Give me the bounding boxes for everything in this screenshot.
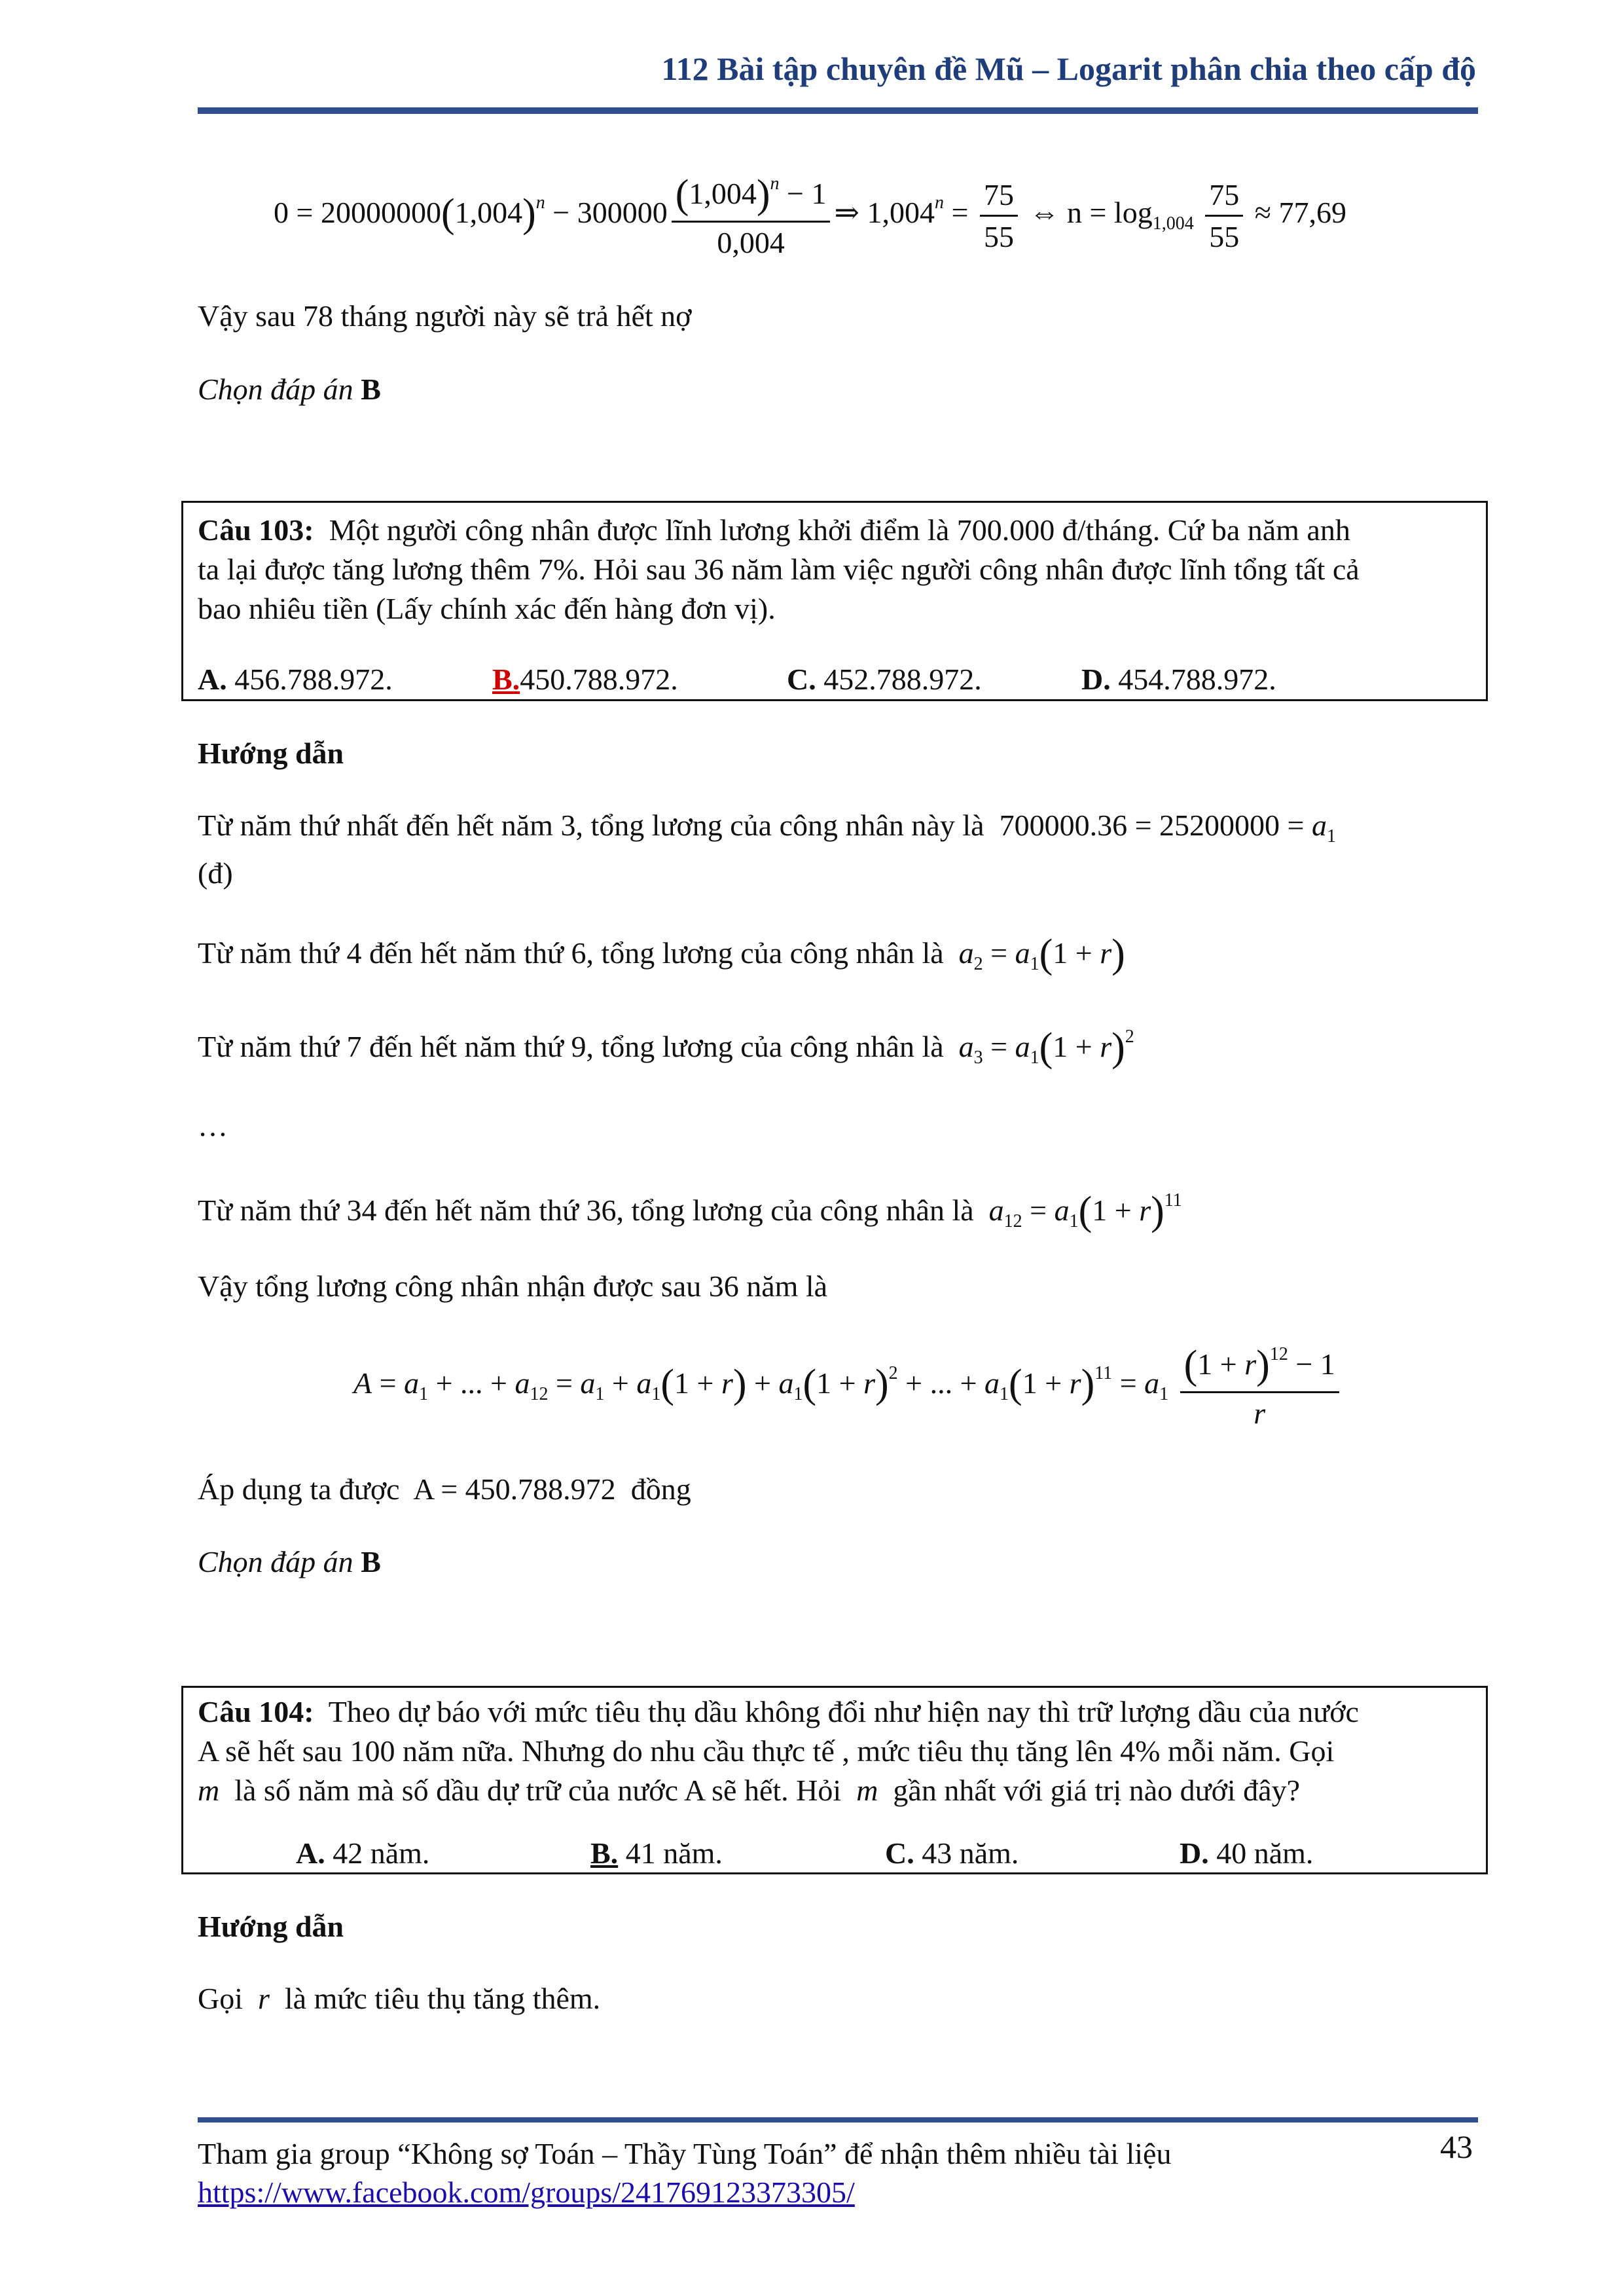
sol103-sum-intro: Vậy tổng lương công nhân nhận được sau 36 năm là (198, 1269, 828, 1303)
sol103-choose-answer (198, 1544, 381, 1580)
footer-divider (198, 2117, 1478, 2123)
eq-fraction-2 (980, 177, 1018, 254)
eq-log: n = log (1066, 196, 1153, 230)
option-value: 40 năm. (1216, 1836, 1314, 1870)
question-103-text (198, 511, 1474, 629)
q103-line1: Một người công nhân được lĩnh lương khởi điểm là 700.000 đ/tháng. Cứ ba năm anh (329, 513, 1350, 547)
sol103-line3: Từ năm thứ 7 đến hết năm thứ 9, tổng lương của công nhân là $a_3 = a_1(1 + r)^2$ (198, 1025, 1134, 1070)
line-mid: là số năm mà số dầu dự trữ của nước A sẽ hết. Hỏi (234, 1774, 842, 1807)
eq-iff: ⇔ (1029, 196, 1060, 230)
question-104-label: Câu 104: (198, 1695, 314, 1728)
sol103-line4: Từ năm thứ 34 đến hết năm thứ 36, tổng lương của công nhân là $a_{12} = a_1(1 + r)^{11}$ (198, 1189, 1182, 1233)
var-r: r (258, 1982, 270, 2015)
line-text: Từ năm thứ 4 đến hết năm thứ 6, tổng lương của công nhân là (198, 936, 944, 970)
q103-option-d[interactable] (1081, 660, 1276, 699)
frac2-num: 75 (980, 177, 1018, 217)
option-value: 42 năm. (333, 1836, 430, 1870)
eq-approx: ≈ 77,69 (1254, 196, 1346, 230)
solution-103-heading: Hướng dẫn (198, 737, 344, 770)
prev-conclusion: Vậy sau 78 tháng người này sẽ trả hết nợ (198, 299, 692, 333)
q104-line2: A sẽ hết sau 100 năm nữa. Nhưng do nhu cầu thực tế , mức tiêu thụ tăng lên 4% mỗi năm. Gọi (198, 1734, 1335, 1768)
line-math: 700000.36 = 25200000 = (999, 809, 1305, 842)
option-letter-correct: B. (492, 663, 520, 696)
eq-base: 1,004 (454, 196, 523, 230)
apply-math: A = 450.788.972 (413, 1472, 616, 1506)
eq-lhs: 0 = 20000000 (274, 196, 441, 230)
eq-exponent: n (535, 192, 545, 213)
footer-link[interactable] (198, 2175, 855, 2210)
sol103-line2: Từ năm thứ 4 đến hết năm thứ 6, tổng lương của công nhân là $a_2 = a_1(1 + r)$ (198, 932, 1125, 976)
sol103-line1: Từ năm thứ nhất đến hết năm 3, tổng lương của công nhân này là $700000.36 = 25200000 = a_1$ (198, 809, 1336, 847)
choose-letter: B (361, 373, 381, 406)
eq-log-base: 1,004 (1152, 213, 1194, 234)
var-m: m (856, 1774, 878, 1807)
option-letter: C. (885, 1836, 914, 1870)
eq-fraction-3: $\frac{75}{55}$ (1205, 177, 1243, 254)
option-value: 450.788.972. (520, 663, 678, 696)
apply-text: Áp dụng ta được (198, 1472, 400, 1506)
option-letter: A. (296, 1836, 325, 1870)
option-letter: D. (1081, 663, 1111, 696)
page-number: 43 (1440, 2128, 1473, 2165)
option-value: 456.788.972. (234, 663, 393, 696)
line-text: Từ năm thứ nhất đến hết năm 3, tổng lương của công nhân này là (198, 809, 984, 842)
q103-line3: bao nhiêu tiền (Lấy chính xác đến hàng đơn vị). (198, 592, 776, 625)
question-103-label: Câu 103: (198, 513, 314, 547)
line-text: Từ năm thứ 34 đến hết năm thứ 36, tổng lương của công nhân là (198, 1194, 974, 1227)
sol104-line1 (198, 1980, 600, 2016)
q104-option-a[interactable] (296, 1834, 429, 1873)
facebook-group-link[interactable]: https://www.facebook.com/groups/241769123373305/ (198, 2176, 855, 2209)
var-m: m (198, 1774, 220, 1807)
q104-line3 (198, 1771, 1474, 1810)
option-letter: C. (787, 663, 816, 696)
option-value: 452.788.972. (823, 663, 982, 696)
choose-letter: B (361, 1545, 381, 1578)
option-value: 41 năm. (625, 1836, 723, 1870)
line-end: gần nhất với giá trị nào dưới đây? (893, 1774, 1301, 1807)
eq-fraction: $\frac{(1,004)^n - 1}{0,004}$ (672, 172, 831, 260)
frac2-den: 55 (983, 220, 1014, 253)
footer-text: Tham gia group “Không sợ Toán – Thầy Tùng Toán” để nhận thêm nhiều tài liệu (198, 2137, 1172, 2170)
prev-choose-answer (198, 371, 381, 407)
line-text: Từ năm thứ 7 đến hết năm thứ 9, tổng lương của công nhân là (198, 1030, 944, 1063)
q103-option-c[interactable] (787, 660, 982, 699)
sol103-ellipsis: … (198, 1109, 228, 1142)
q104-option-d[interactable] (1180, 1834, 1313, 1873)
choose-text: Chọn đáp án (198, 1545, 353, 1578)
sol103-apply (198, 1471, 691, 1507)
q104-line1: Theo dự báo với mức tiêu thụ dầu không đổi như hiện nay thì trữ lượng dầu của nước (328, 1695, 1359, 1728)
eq-implies: ⇒ 1,004 (834, 196, 935, 230)
header-title: 112 Bài tập chuyên đề Mũ – Logarit phân chia theo cấp độ (661, 50, 1476, 87)
option-letter: D. (1180, 1836, 1209, 1870)
q103-line2: ta lại được tăng lương thêm 7%. Hỏi sau 36 năm làm việc người công nhân được lĩnh tổng tất cả (198, 553, 1360, 586)
eq-equals: = (951, 196, 969, 230)
solution-104-heading: Hướng dẫn (198, 1910, 344, 1943)
frac-den: 0,004 (717, 226, 785, 259)
eq-minus: − 300000 (552, 196, 668, 230)
option-value: 43 năm. (922, 1836, 1019, 1870)
line-text: Gọi (198, 1982, 243, 2015)
frac-num-tail: − 1 (787, 177, 827, 210)
choose-text: Chọn đáp án (198, 373, 353, 406)
line-text: là mức tiêu thụ tăng thêm. (284, 1982, 601, 2015)
q103-option-a[interactable] (198, 660, 393, 699)
apply-unit: đồng (630, 1472, 691, 1506)
q104-option-b[interactable] (590, 1834, 723, 1873)
question-104-text (198, 1692, 1474, 1810)
option-value: 454.788.972. (1118, 663, 1276, 696)
sol103-unit: (đ) (198, 856, 233, 890)
option-letter: A. (198, 663, 227, 696)
q103-option-b[interactable] (492, 660, 678, 699)
sol103-sum-formula: $A = a_1$ + ... + $a_{12} = a_1 + a_1(1 + r) + a_1(1 + r)^2$ + ... + $a_1(1 + r)^{11} = a_1$ $\frac{(1 + r)^{12} - 1}{r}$ (353, 1342, 1343, 1430)
prev-equation: $0 = 20000000(1,004)^n - 300000$ $\frac{(1,004)^n - 1}{0,004}$ ⇒ 1,004$^n$ = $\frac{75}{55}$ ⇔ $n = \log_{1,004}$ $\frac{75}{55}$ ≈ 77,69 (274, 172, 1346, 259)
header-divider (198, 107, 1478, 114)
q104-option-c[interactable] (885, 1834, 1019, 1873)
option-letter-correct: B. (590, 1836, 619, 1870)
frac-num-base: 1,004 (689, 177, 757, 210)
